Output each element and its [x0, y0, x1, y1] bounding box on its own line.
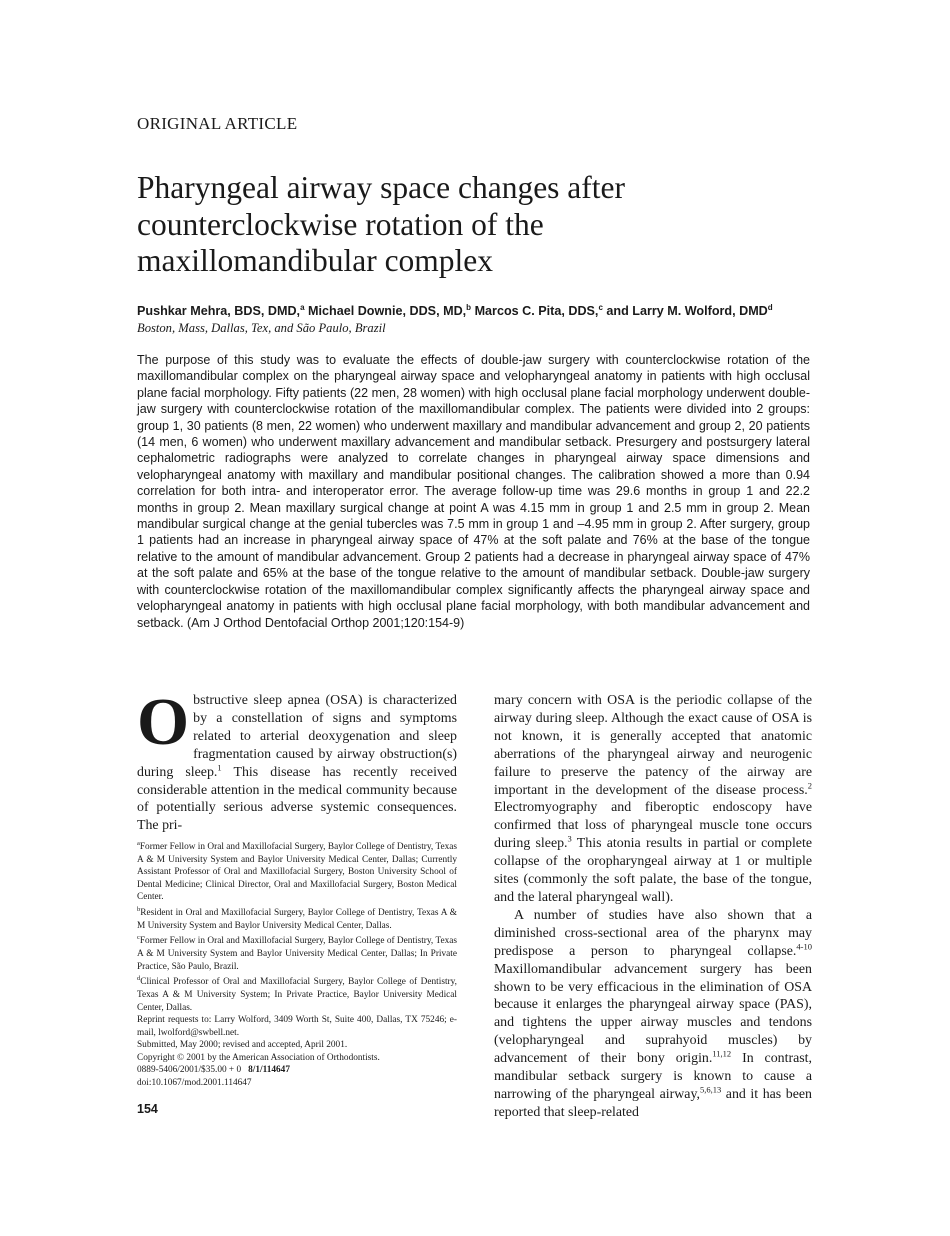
- issn: 0889-5406/2001/$35.00 + 0: [137, 1065, 242, 1076]
- author-affiliation-marker: b: [466, 303, 472, 312]
- article-title: Pharyngeal airway space changes after counterclockwise rotation of the maxillomandibular complex: [137, 170, 626, 278]
- citation-ref[interactable]: 4-10: [796, 941, 812, 952]
- author-affiliation-marker: c: [598, 303, 603, 312]
- body-column-left: [137, 685, 457, 835]
- author-name: Michael Downie, DDS, MD,: [308, 304, 467, 319]
- section-label: ORIGINAL ARTICLE: [137, 114, 298, 133]
- text-run: bstructive sleep apnea (OSA) is characterized by a constellation of signs and symptoms related to arterial deoxygenation and sleep fragmentation caused by airway obstruction(s) during sleep.: [137, 693, 457, 780]
- author-name: Pushkar Mehra, BDS, DMD,: [137, 304, 301, 319]
- text-run: mary concern with OSA is the periodic collapse of the airway during sleep. Although the exact cause of OSA is not known, it is generally accepted that anatomic aberrations of the pharyngeal airway and neurogenic failure to preserve the patency of the airway are important in the development of the disease process.: [494, 693, 812, 798]
- footnotes: [137, 838, 457, 1090]
- author-affiliation-marker: a: [300, 303, 305, 312]
- citation-ref[interactable]: 3: [567, 833, 572, 844]
- abstract: The purpose of this study was to evaluate the effects of double-jaw surgery with counterclockwise rotation of the maxillomandibular complex on the pharyngeal airway space and velopharyngeal anatomy in patients with high occlusal plane facial morphology. Fifty patients (22 men, 28 women) with high occlusal plane facial morphology underwent double-jaw surgery with counterclockwise rotation of the maxillomandibular complex. The patients were divided into 2 groups: group 1, 30 patients (8 men, 22 women) who underwent maxillary and mandibular advancement and group 2, 20 patients (14 men, 6 women) who underwent maxillary advancement and mandibular setback. Presurgery and postsurgery lateral cephalometric radiographs were analyzed to correlate changes in pharyngeal airway space dimensions and velopharyngeal anatomy with maxillary and mandibular positional changes. The calibration showed a more than 0.94 correlation for both intra- and interoperator error. The average follow-up time was 29.6 months in group 1 and 22.2 months in group 2. Mean maxillary surgical change at point A was 4.15 mm in group 1 and 2.5 mm in group 2. Mean mandibular surgical change at the genial tubercles was 7.5 mm in group 1 and –4.95 mm in group 2. After surgery, group 1 patients had an increase in pharyngeal airway space of 47% at the soft palate and 76% at the base of the tongue relative to the amount of mandibular advancement. Group 2 patients had a decrease in pharyngeal airway space of 47% at the soft palate and 65% at the base of the tongue relative to the amount of mandibular setback. Double-jaw surgery with counterclockwise rotation of the maxillomandibular complex significantly affects the pharyngeal airway space and velopharyngeal anatomy in patients with high occlusal plane facial morphology, with both mandibular advancement and setback. (Am J Orthod Dentofacial Orthop 2001;120:154-9): [137, 353, 810, 630]
- submission-dates: Submitted, May 2000; revised and accepted, April 2001.: [137, 1040, 348, 1051]
- author-name: Marcos C. Pita, DDS,: [474, 304, 599, 319]
- body-column-right: [494, 692, 812, 1122]
- citation-ref[interactable]: 2: [807, 779, 812, 790]
- citation-ref[interactable]: 11,12: [712, 1048, 732, 1059]
- footnote-marker: b: [137, 906, 141, 914]
- drop-cap: O: [137, 685, 190, 759]
- footnote-marker: d: [137, 975, 141, 983]
- text-run: This atonia results in partial or complete collapse of the oropharyngeal airway at 1 or multiple sites (commonly the soft palate, the base of the tongue, and the lateral pharyngeal wall).: [494, 836, 812, 905]
- footnote-c: [137, 932, 457, 973]
- text-run: A number of studies have also shown that a diminished cross-sectional area of the pharynx may predispose a person to pharyngeal collapse.: [494, 907, 812, 959]
- text-run: This disease has recently received considerable attention in the medical community because of potentially serious adverse systemic consequences. The pri-: [137, 764, 457, 834]
- text-run: In contrast, mandibular setback surgery is known to cause a narrowing of the pharyngeal airway,: [494, 1051, 812, 1102]
- text-run: Maxillomandibular advancement surgery has been shown to be very efficacious in the elimination of OSA because it enlarges the pharyngeal airway space (PAS), and tightens the upper airway muscles and tendons (velopharyngeal and suprahyoid muscles) by advancement of their bony origin.: [494, 961, 812, 1067]
- text-run: and it has been reported that sleep-related: [494, 1086, 812, 1120]
- citation-ref[interactable]: 1: [217, 762, 222, 772]
- author-name: Larry M. Wolford, DMD: [632, 304, 768, 319]
- footnote-text: Former Fellow in Oral and Maxillofacial Surgery, Baylor College of Dentistry, Texas A & M University System and Baylor University Medical Center, Dallas; Currently Assistant Professor of Oral and Maxillofacial Surgery, Boston University School of Dental Medicine; Clinical Director, Oral and Maxillofacial Surgery, Boston Medical Center.: [137, 842, 457, 903]
- article-code: 8/1/114647: [248, 1065, 290, 1076]
- copyright-notice: Copyright © 2001 by the American Association of Orthodontists.: [137, 1052, 380, 1063]
- footnote-marker: c: [137, 934, 140, 942]
- footnote-text: Former Fellow in Oral and Maxillofacial Surgery, Baylor College of Dentistry, Texas A & M University System and Baylor University Medical Center, Dallas; In Private Practice, São Paulo, Brazil.: [137, 936, 457, 972]
- page-number: 154: [137, 1102, 158, 1116]
- author-affiliation-marker: d: [767, 303, 773, 312]
- footnote-text: Resident in Oral and Maxillofacial Surgery, Baylor College of Dentistry, Texas A & M University System and Baylor University Medical Center, Dallas.: [137, 908, 457, 931]
- reprint-requests: Reprint requests to: Larry Wolford, 3409 Worth St, Suite 400, Dallas, TX 75246; e-mail, lwolford@swbell.net.: [137, 1015, 457, 1038]
- affiliation-location: Boston, Mass, Dallas, Tex, and São Paulo, Brazil: [137, 321, 386, 335]
- author-list: [137, 303, 837, 318]
- footnote-marker: a: [137, 840, 140, 847]
- paragraph-studies: [494, 907, 812, 1122]
- paragraph-continued: [494, 692, 812, 907]
- footnote-a: [137, 838, 457, 904]
- footnote-d: [137, 973, 457, 1014]
- author-separator: and: [602, 304, 633, 319]
- issn-line: [137, 1064, 457, 1077]
- doi[interactable]: doi:10.1067/mod.2001.114647: [137, 1078, 252, 1089]
- citation-ref[interactable]: 5,6,13: [699, 1084, 722, 1095]
- footnote-b: [137, 904, 457, 932]
- text-run: Electromyography and fiberoptic endoscopy have confirmed that loss of pharyngeal muscle tone occurs during sleep.: [494, 800, 812, 852]
- footnote-text: Clinical Professor of Oral and Maxillofacial Surgery, Baylor College of Dentistry, Texas A & M University System; In Private Practice, Baylor University Medical Center, Dallas.: [137, 977, 457, 1013]
- paragraph-intro: [137, 685, 457, 835]
